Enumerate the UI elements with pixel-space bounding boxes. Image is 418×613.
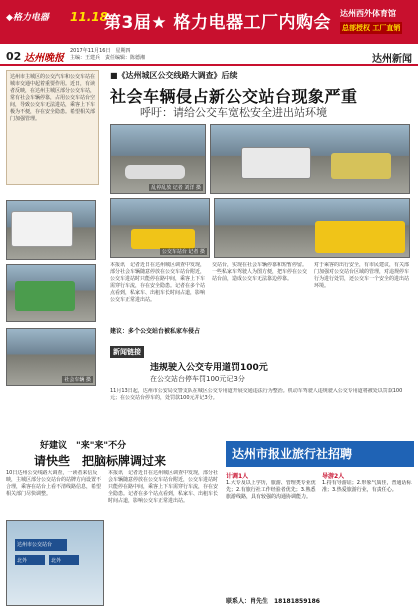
bus-shape	[15, 281, 75, 311]
body-subhead: 建议：多个公交站台被私家车侵占	[110, 328, 201, 335]
bus-shape	[11, 211, 73, 247]
page-header	[0, 46, 418, 66]
recruit-banner: 达州市报业旅行社招聘	[226, 441, 414, 467]
recruit-contact: 联系人：肖先生 18181859186	[226, 598, 320, 605]
photo-cars-left	[6, 328, 96, 386]
bus-shape	[331, 153, 391, 179]
page-number: 02	[6, 50, 22, 63]
bus-sign-small: 北外	[15, 555, 45, 565]
meta-editor: 主编：王建兵 责任编辑：陈德湘	[70, 55, 146, 61]
bus-sign: 达州市公交站台	[15, 539, 67, 551]
lead-subhead: 呼吁：请给公交车宽松安全进出站环境	[140, 106, 327, 119]
banner-tagline: 总部授权 工厂直销	[342, 24, 401, 32]
body-col1: 本报讯 记者近日在达州城区调查中发现，部分社会车辆随意停放在公交车站台附近，公交车进站时只能停在路中间，乘客上下车需穿行车流，存在安全隐患。记者在多个站点看到，私家车、出租车长时间占道，影响公交车正常进出站。	[110, 262, 206, 303]
small-news-text: 11月13日起，达州市公安局交警支队在城区公交专用道开展交通违法行为整治。机动车驾驶人违规驶入公交专用道将被处以罚款100元；在公交站台停车的，处罚款100元并记3分。	[110, 388, 403, 401]
banner-title: 第3届★ 格力电器工厂内购会	[104, 13, 331, 33]
newspaper-name: 达州晚报	[24, 53, 64, 64]
bus-sign-small: 北外	[49, 555, 79, 565]
small-news-subtitle: 在公交站台停车罚100元记3分	[150, 375, 245, 383]
photo-bus-left	[6, 200, 96, 260]
taxi-shape	[315, 221, 405, 253]
recruit-job2: 导游2人	[322, 473, 345, 480]
photo-caption: 乱停乱放 记者 刘洋 摄	[151, 185, 201, 191]
photo-taxi-street	[214, 198, 410, 258]
body-col2: 交站台，实现在社会车辆停靠和短暂停留。一些私家车驾驶人为图方便，把车停在公交站台前，造成公交车无法靠边停靠。	[212, 262, 308, 282]
banner-venue: 达州西外体育馆	[340, 9, 396, 18]
small-news-title: 违规驶入公交专用道罚100元	[150, 363, 268, 373]
intro-text: 达州市主城区的公交汽车和公交车站在城市交通中起着重要作用。近日，有读者反映，在达州主城区部分公交车站，常有社会车辆停靠，占用公交车站台空间，导致公交车无法进站，乘客上下车极为不便，存在安全隐患。希望相关部门加强管理。	[10, 74, 96, 122]
photo-bus-stop	[210, 124, 410, 194]
lead-kicker: ■《达州城区公交线路大调查》后续	[110, 71, 238, 80]
bottom-text: 10日达州公交线路大调查，一读者来信反映，主城区部分公交站台的站牌方向设置不合理，乘客在站台上看不清线路信息，希望相关部门尽快调整。	[6, 470, 102, 497]
taxi-shape	[131, 229, 195, 249]
recruit-job2-text: 1.持有导游证；2.形象气质佳，普通话标准；3.热爱旅游行业，有责任心。	[322, 480, 412, 493]
gree-logo: ◆格力电器	[6, 13, 49, 23]
photo-bus-sign	[6, 520, 104, 606]
news-link-label: 新闻链接	[110, 346, 144, 358]
photo-caption: 公交车站台 记者 摄	[161, 249, 205, 255]
recruit-job1-text: 1.大专及以上学历，旅游、管理类专业优先；2.有旅行社工作经验者优先；3.熟悉旅游线路，具有较强的沟通协调能力。	[226, 480, 316, 500]
section-name: 达州新闻	[372, 54, 412, 65]
banner-date: 11.18	[70, 10, 108, 24]
top-ad-banner	[0, 0, 418, 44]
photo-caption: 社会车辆 摄	[64, 377, 91, 383]
photo-street-cars	[110, 124, 206, 194]
intro-box	[6, 70, 99, 185]
body-col3: 对于乘客的出行安全，有市民建议，有关部门加强对公交站台区域的管理，对违规停车行为进行处罚，还公交车一个安全的进出站环境。	[314, 262, 410, 289]
lead-headline: 社会车辆侵占新公交站台现象严重	[110, 87, 358, 106]
recruit-job1: 计调1人	[226, 473, 249, 480]
bottom-headline: 请快些 把脑标牌调过来	[34, 454, 167, 468]
bottom-kicker: 好建议 "来"来"不分	[40, 441, 127, 451]
photo-yellow-taxi	[110, 198, 210, 258]
header-meta	[70, 48, 145, 62]
bus-shape	[241, 147, 311, 179]
meta-date: 2017年11月16日 星期四	[70, 48, 131, 54]
car-shape	[125, 165, 185, 179]
bottom-text-2: 本报讯 记者近日在达州城区调查中发现，部分社会车辆随意停放在公交车站台附近，公交车进站时只能停在路中间，乘客上下车需穿行车流，存在安全隐患。记者在多个站点看到，私家车、出租车长时间占道，影响公交车正常进出站。	[108, 470, 219, 504]
photo-green-bus	[6, 264, 96, 322]
